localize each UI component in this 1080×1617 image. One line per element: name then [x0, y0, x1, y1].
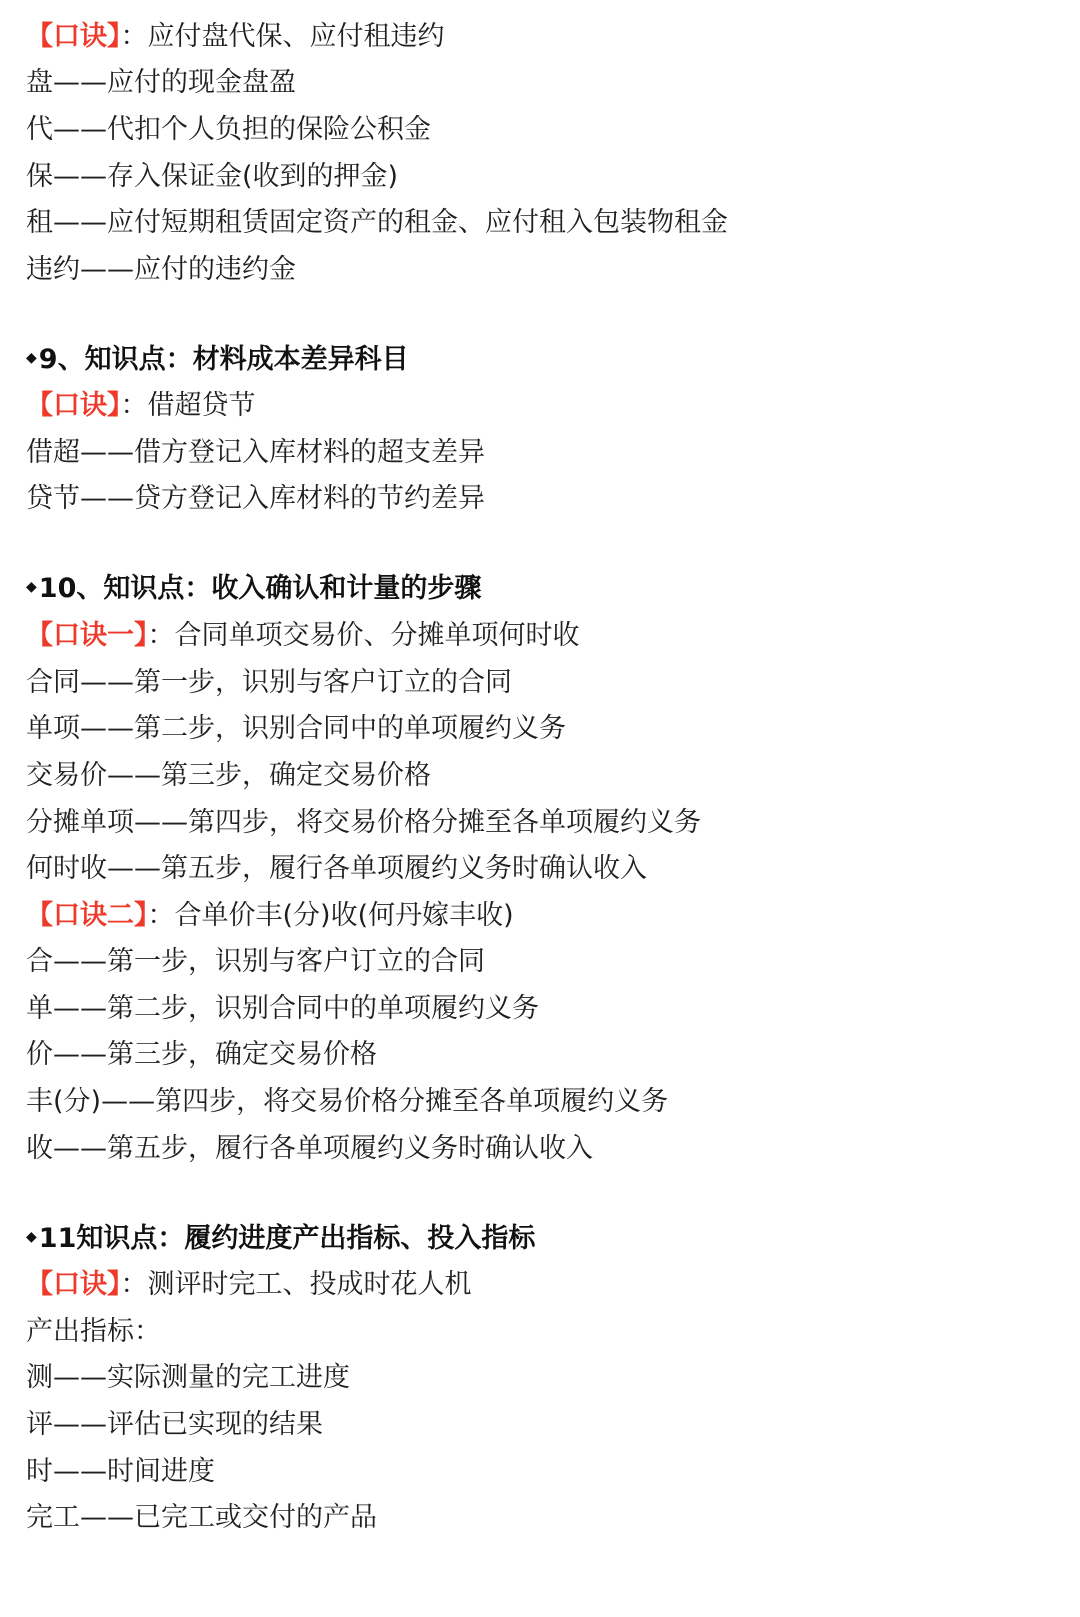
section-heading: [26, 1219, 535, 1259]
mnemonic-tag: 【口诀】: [26, 390, 121, 421]
explanation-line: 单——第二步，识别合同中的单项履约义务: [26, 993, 539, 1024]
explanation-line: 租——应付短期租赁固定资产的租金、应付租入包装物租金: [26, 207, 728, 238]
mnemonic-text: ：借超贷节: [120, 390, 256, 421]
explanation-line: 借超——借方登记入库材料的超支差异: [26, 437, 485, 468]
explanation-line: 何时收——第五步，履行各单项履约义务时确认收入: [26, 853, 647, 884]
diamond-bullet-icon: ◆: [26, 1228, 37, 1245]
explanation-line: 保——存入保证金(收到的押金): [26, 161, 399, 192]
explanation-line: 合——第一步，识别与客户订立的合同: [26, 946, 485, 977]
explanation-line: 违约——应付的违约金: [26, 254, 296, 285]
mnemonic-line: [26, 616, 580, 656]
section-heading-text: 10、知识点：收入确认和计量的步骤: [38, 573, 482, 604]
diamond-bullet-icon: ◆: [26, 349, 37, 366]
section-heading: [26, 340, 409, 380]
mnemonic-tag: 【口诀】: [26, 1269, 121, 1300]
mnemonic-tag: 【口诀】: [26, 21, 121, 52]
section-heading-text: 11知识点：履约进度产出指标、投入指标: [38, 1223, 536, 1254]
explanation-line: 交易价——第三步，确定交易价格: [26, 760, 431, 791]
mnemonic-text: ：合单价丰(分)收(何丹嫁丰收): [147, 900, 514, 931]
mnemonic-line: [26, 1265, 472, 1305]
explanation-line: 分摊单项——第四步，将交易价格分摊至各单项履约义务: [26, 807, 701, 838]
mnemonic-tag: 【口诀二】: [26, 900, 148, 931]
explanation-line: 收——第五步，履行各单项履约义务时确认收入: [26, 1133, 593, 1164]
mnemonic-line: [26, 17, 445, 57]
explanation-line: 完工——已完工或交付的产品: [26, 1502, 377, 1533]
explanation-line: 盘——应付的现金盘盈: [26, 67, 296, 98]
mnemonic-text: ：应付盘代保、应付租违约: [120, 21, 445, 52]
section-heading-text: 9、知识点：材料成本差异科目: [38, 344, 409, 375]
mnemonic-line: [26, 896, 514, 936]
explanation-line: 丰(分)——第四步，将交易价格分摊至各单项履约义务: [26, 1086, 669, 1117]
section-heading: [26, 569, 481, 609]
explanation-line: 合同——第一步，识别与客户订立的合同: [26, 667, 512, 698]
explanation-line: 时——时间进度: [26, 1456, 215, 1487]
explanation-line: 价——第三步，确定交易价格: [26, 1039, 377, 1070]
explanation-line: 代——代扣个人负担的保险公积金: [26, 114, 431, 145]
explanation-line: 贷节——贷方登记入库材料的节约差异: [26, 483, 485, 514]
mnemonic-tag: 【口诀一】: [26, 620, 148, 651]
mnemonic-text: ：合同单项交易价、分摊单项何时收: [147, 620, 580, 651]
explanation-line: 产出指标：: [26, 1316, 161, 1347]
explanation-line: 测——实际测量的完工进度: [26, 1362, 350, 1393]
explanation-line: 评——评估已实现的结果: [26, 1409, 323, 1440]
mnemonic-line: [26, 386, 256, 426]
mnemonic-text: ：测评时完工、投成时花人机: [120, 1269, 472, 1300]
diamond-bullet-icon: ◆: [26, 578, 37, 595]
explanation-line: 单项——第二步，识别合同中的单项履约义务: [26, 713, 566, 744]
